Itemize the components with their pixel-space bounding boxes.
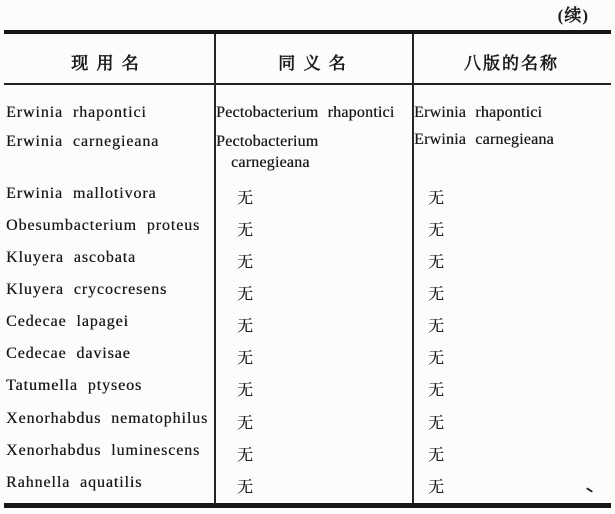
- cell-synonym-none: 无: [237, 286, 254, 303]
- cell-current-name: Obesumbacterium proteus: [6, 217, 201, 234]
- cell-eighth-none: 无: [428, 382, 445, 399]
- continued-marker: (续): [557, 6, 589, 25]
- cell-current-name: Erwinia rhapontici: [6, 104, 147, 121]
- cell-eighth-name: Erwinia rhapontici: [414, 104, 543, 121]
- table-bottom-rule: [4, 503, 611, 508]
- cell-synonym: Pectobacterium: [216, 133, 319, 150]
- cell-synonym-none: 无: [237, 447, 254, 464]
- cell-synonym-none: 无: [237, 222, 254, 239]
- cell-eighth-none: 无: [428, 350, 445, 367]
- cell-synonym-none: 无: [237, 190, 254, 207]
- column-header-current-name: 现 用 名: [71, 54, 141, 73]
- cell-current-name: Tatumella ptyseos: [6, 377, 143, 394]
- cell-current-name: Erwinia mallotivora: [6, 185, 157, 202]
- cell-synonym: Pectobacterium rhapontici: [216, 104, 395, 121]
- cell-current-name: Cedecae davisae: [6, 345, 131, 362]
- cell-synonym-none: 无: [237, 318, 254, 335]
- cell-current-name: Rahnella aquatilis: [6, 474, 143, 491]
- cell-current-name: Cedecae lapagei: [6, 313, 129, 330]
- cell-synonym-none: 无: [237, 479, 254, 496]
- cell-synonym-none: 无: [237, 254, 254, 271]
- cell-current-name: Kluyera crycocresens: [6, 281, 168, 298]
- cell-current-name: Xenorhabdus nematophilus: [6, 410, 209, 427]
- cell-eighth-none: 无: [428, 318, 445, 335]
- cell-eighth-none: 无: [428, 447, 445, 464]
- cell-eighth-name: Erwinia carnegieana: [414, 131, 554, 148]
- column-header-eighth-edition-name: 八版的名称: [464, 54, 559, 73]
- table-top-rule: [4, 30, 611, 34]
- cell-current-name: Xenorhabdus luminescens: [6, 442, 201, 459]
- cell-synonym-none: 无: [237, 382, 254, 399]
- cell-synonym-none: 无: [237, 350, 254, 367]
- cell-eighth-none: 无: [428, 254, 445, 271]
- cell-current-name: Erwinia carnegieana: [6, 133, 160, 150]
- cell-synonym-none: 无: [237, 415, 254, 432]
- column-header-synonym: 同 义 名: [278, 54, 348, 73]
- cell-eighth-none: 无: [428, 222, 445, 239]
- cell-eighth-none: 无: [428, 190, 445, 207]
- cell-eighth-none: 无: [428, 286, 445, 303]
- cell-current-name: Kluyera ascobata: [6, 249, 137, 266]
- header-separator-rule: [4, 83, 611, 85]
- scan-artifact-mark: [586, 487, 593, 492]
- cell-eighth-none: 无: [428, 479, 445, 496]
- cell-eighth-none: 无: [428, 415, 445, 432]
- cell-synonym-line2: carnegieana: [231, 154, 310, 171]
